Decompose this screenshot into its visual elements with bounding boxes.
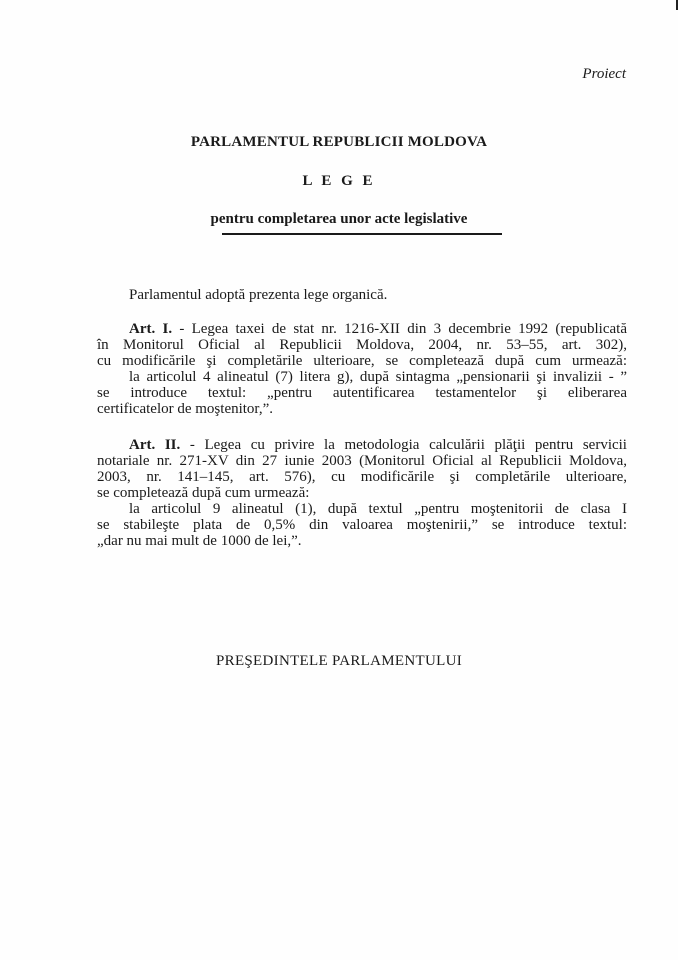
article-1-line: la articolul 4 alineatul (7) litera g), după sintagma „pensionarii şi invalizii - ”: [129, 369, 627, 385]
article-2-line: la articolul 9 alineatul (1), după textul „pentru moştenitorii de clasa I: [129, 501, 627, 517]
article-1-label: Art. I.: [129, 321, 173, 337]
article-1-line: se introduce textul: „pentru autentificarea testamentelor şi eliberarea: [97, 385, 627, 401]
document-type-title: L E G E: [302, 173, 376, 189]
article-2-line: se completează după cum urmează:: [97, 485, 310, 501]
article-2: [97, 437, 627, 549]
document-subtitle: pentru completarea unor acte legislative: [210, 211, 468, 227]
article-1-line: Art. I. - Legea taxei de stat nr. 1216-XII din 3 decembrie 1992 (republicată: [129, 321, 627, 337]
draft-label: Proiect: [582, 66, 626, 82]
signature-title: PREŞEDINTELE PARLAMENTULUI: [216, 653, 462, 669]
article-2-line: 2003, nr. 141–145, art. 576), cu modificările şi completările ulterioare,: [97, 469, 627, 485]
article-1-line: certificatelor de moştenitor,”.: [97, 401, 273, 417]
article-2-label: Art. II.: [129, 437, 181, 453]
subtitle-underline: [222, 233, 502, 235]
institution-title: PARLAMENTUL REPUBLICII MOLDOVA: [190, 134, 488, 150]
article-1: [97, 321, 627, 417]
article-2-line: notariale nr. 271-XV din 27 iunie 2003 (Monitorul Oficial al Republicii Moldova,: [97, 453, 627, 469]
article-1-line: în Monitorul Oficial al Republicii Moldova, 2004, nr. 53–55, art. 302),: [97, 337, 627, 353]
article-2-line: „dar nu mai mult de 1000 de lei,”.: [97, 533, 302, 549]
article-1-line: cu modificările şi completările ulterioare, se completează după cum urmează:: [97, 353, 627, 369]
intro-paragraph: Parlamentul adoptă prezenta lege organică.: [129, 287, 388, 303]
article-2-line: Art. II. - Legea cu privire la metodologia calculării plăţii pentru servicii: [129, 437, 627, 453]
article-2-line: se stabileşte plata de 0,5% din valoarea moştenirii,” se introduce textul:: [97, 517, 627, 533]
